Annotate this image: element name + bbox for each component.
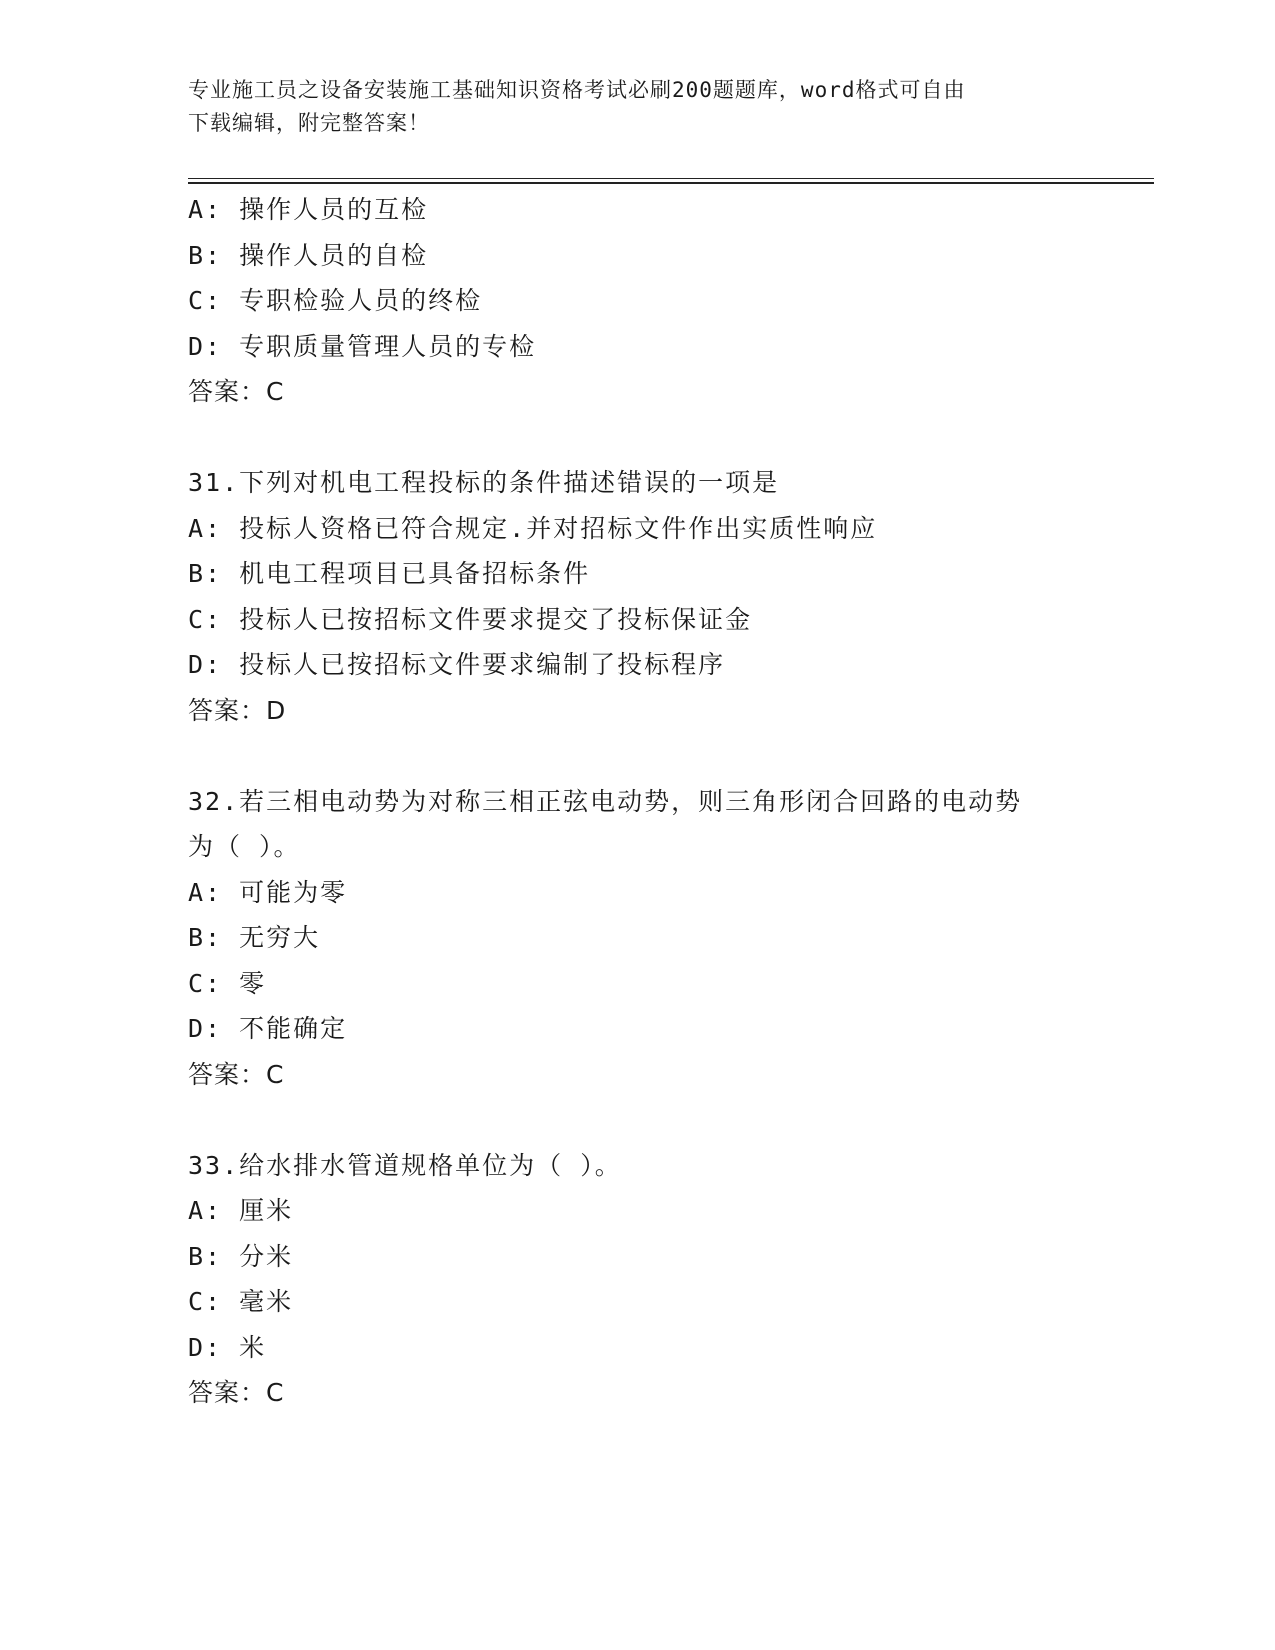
option-a: A: 厘米 [188, 1196, 294, 1225]
option-c: C: 零 [188, 968, 267, 998]
question-text: 31.下列对机电工程投标的条件描述错误的一项是 [188, 468, 780, 497]
question-text-line-2: 为（ ）。 [188, 832, 301, 861]
question-33-block [188, 1143, 1088, 1416]
question-30-block [188, 187, 1088, 415]
option-a: A: 投标人资格已符合规定.并对招标文件作出实质性响应 [188, 513, 878, 543]
option-c: C: 毫米 [188, 1287, 294, 1316]
answer-line: 答案：C [188, 1059, 285, 1089]
option-d: D: 不能确定 [188, 1014, 348, 1043]
question-text: 33.给水排水管道规格单位为（ ）。 [188, 1150, 622, 1180]
answer-line: 答案：C [188, 377, 285, 406]
spacer [188, 1097, 1088, 1143]
answer-line: 答案：D [188, 695, 287, 725]
header-title-line-1: 专业施工员之设备安装施工基础知识资格考试必刷200题题库，word格式可自由 [188, 78, 966, 102]
option-a: A: 操作人员的互检 [188, 195, 429, 224]
spacer [188, 415, 1088, 461]
option-b: B: 机电工程项目已具备招标条件 [188, 559, 591, 588]
answer-line: 答案：C [188, 1378, 285, 1407]
option-d: D: 专职质量管理人员的专检 [188, 331, 537, 361]
option-b: B: 操作人员的自检 [188, 240, 429, 270]
option-d: D: 投标人已按招标文件要求编制了投标程序 [188, 650, 726, 679]
header-divider-thin [188, 178, 1154, 179]
option-b: B: 无穷大 [188, 923, 321, 952]
question-text-line-1: 32.若三相电动势为对称三相正弦电动势，则三角形闭合回路的电动势 [188, 786, 1023, 816]
document-header [188, 74, 1088, 140]
option-c: C: 投标人已按招标文件要求提交了投标保证金 [188, 604, 753, 634]
header-divider-thick [188, 182, 1154, 184]
option-c: C: 专职检验人员的终检 [188, 286, 483, 315]
question-list [188, 187, 1088, 1416]
option-d: D: 米 [188, 1332, 267, 1362]
header-title-line-2: 下载编辑，附完整答案！ [188, 111, 430, 135]
spacer [188, 733, 1088, 779]
option-b: B: 分米 [188, 1241, 294, 1271]
question-31-block [188, 460, 1088, 733]
question-32-block [188, 779, 1088, 1098]
option-a: A: 可能为零 [188, 877, 348, 907]
